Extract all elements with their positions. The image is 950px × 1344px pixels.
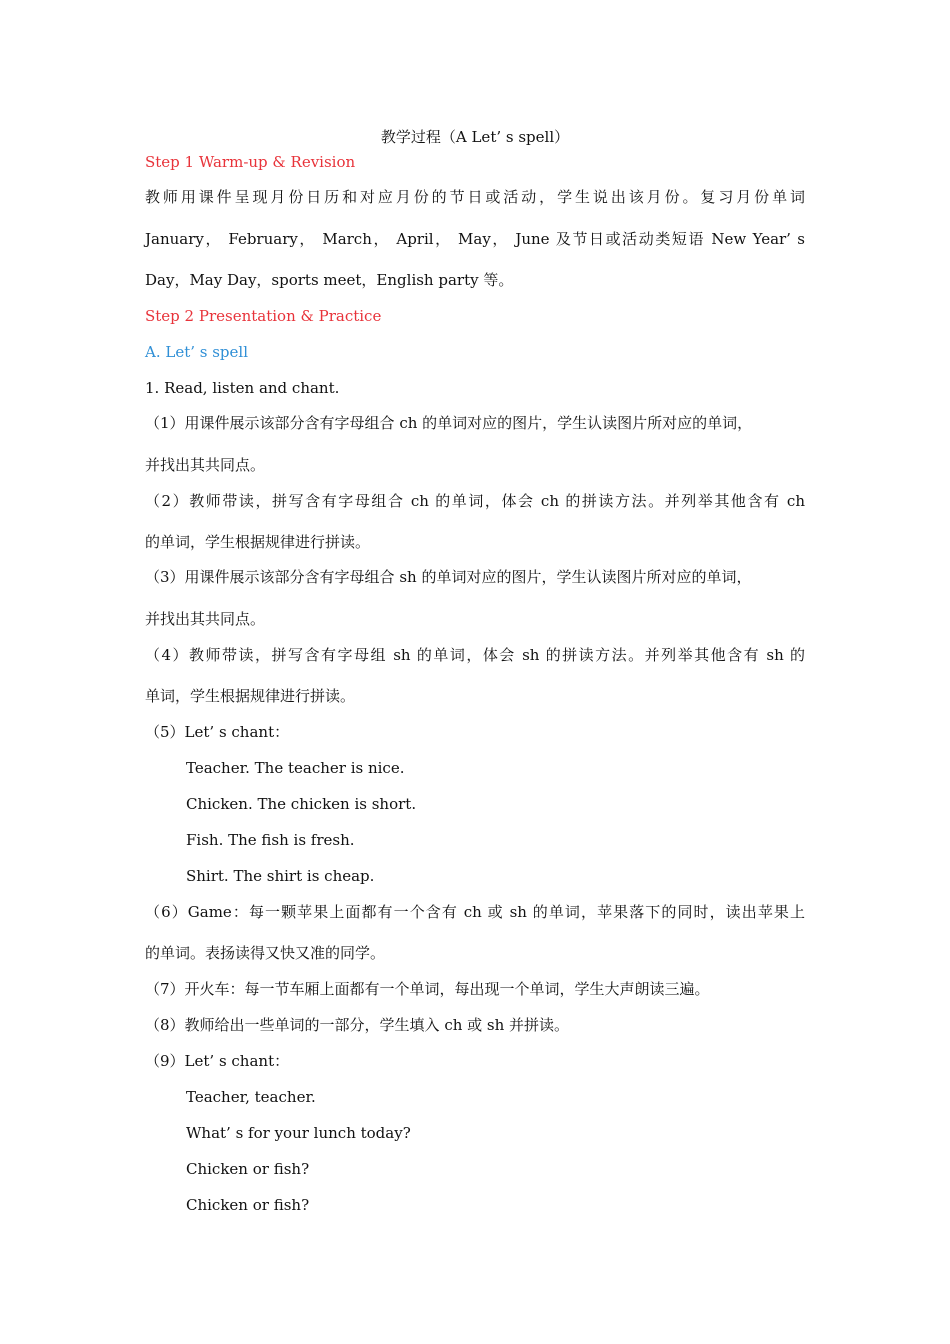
section-a-heading: A. Let’ s spell [145, 343, 249, 361]
paragraph-9-chant-label: （9）Let’ s chant： [145, 1052, 290, 1070]
step2-heading: Step 2 Presentation & Practice [145, 307, 382, 325]
step1-paragraph-line-1: 教师用课件呈现月份日历和对应月份的节日或活动，学生说出该月份。复习月份单词 [145, 188, 805, 206]
paragraph-1-line-2: 并找出其共同点。 [145, 456, 266, 474]
paragraph-6-line-2: 的单词。表扬读得又快又准的同学。 [145, 944, 386, 962]
paragraph-4-line-2: 单词，学生根据规律进行拼读。 [145, 687, 356, 705]
chant-2-line: Chicken or fish? [186, 1196, 310, 1214]
chant-2-line: Chicken or fish? [186, 1160, 310, 1178]
step1-paragraph-line-2: January， February， March， April， May， June 及节日或活动类短语 New Year’ s [145, 230, 805, 248]
paragraph-6-line-1: （6）Game：每一颗苹果上面都有一个含有 ch 或 sh 的单词，苹果落下的同时，读出苹果上 [145, 903, 805, 921]
step1-paragraph-line-3: Day，May Day，sports meet，English party 等。 [145, 271, 514, 289]
chant-1-line: Shirt. The shirt is cheap. [186, 867, 375, 885]
chant-1-line: Teacher. The teacher is nice. [186, 759, 405, 777]
paragraph-2-line-1: （2）教师带读，拼写含有字母组合 ch 的单词，体会 ch 的拼读方法。并列举其他含有 ch [145, 492, 805, 510]
paragraph-3-line-2: 并找出其共同点。 [145, 610, 266, 628]
paragraph-3-line-1: （3）用课件展示该部分含有字母组合 sh 的单词对应的图片，学生认读图片所对应的单词， [145, 568, 752, 586]
paragraph-4-line-1: （4）教师带读，拼写含有字母组 sh 的单词，体会 sh 的拼读方法。并列举其他含有 sh 的 [145, 646, 805, 664]
chant-2-line: What’ s for your lunch today? [186, 1124, 411, 1142]
paragraph-1-line-1: （1）用课件展示该部分含有字母组合 ch 的单词对应的图片，学生认读图片所对应的单词， [145, 414, 753, 432]
item-1-heading: 1. Read, listen and chant. [145, 379, 340, 397]
paragraph-2-line-2: 的单词，学生根据规律进行拼读。 [145, 533, 371, 551]
chant-2-line: Teacher, teacher. [186, 1088, 316, 1106]
paragraph-8: （8）教师给出一些单词的一部分，学生填入 ch 或 sh 并拼读。 [145, 1016, 570, 1034]
chant-1-line: Fish. The fish is fresh. [186, 831, 355, 849]
chant-1-line: Chicken. The chicken is short. [186, 795, 417, 813]
page-title: 教学过程（A Let’ s spell） [380, 128, 570, 146]
paragraph-5-chant-label: （5）Let’ s chant： [145, 723, 290, 741]
step1-heading: Step 1 Warm-up & Revision [145, 153, 356, 171]
paragraph-7: （7）开火车：每一节车厢上面都有一个单词，每出现一个单词，学生大声朗读三遍。 [145, 980, 710, 998]
